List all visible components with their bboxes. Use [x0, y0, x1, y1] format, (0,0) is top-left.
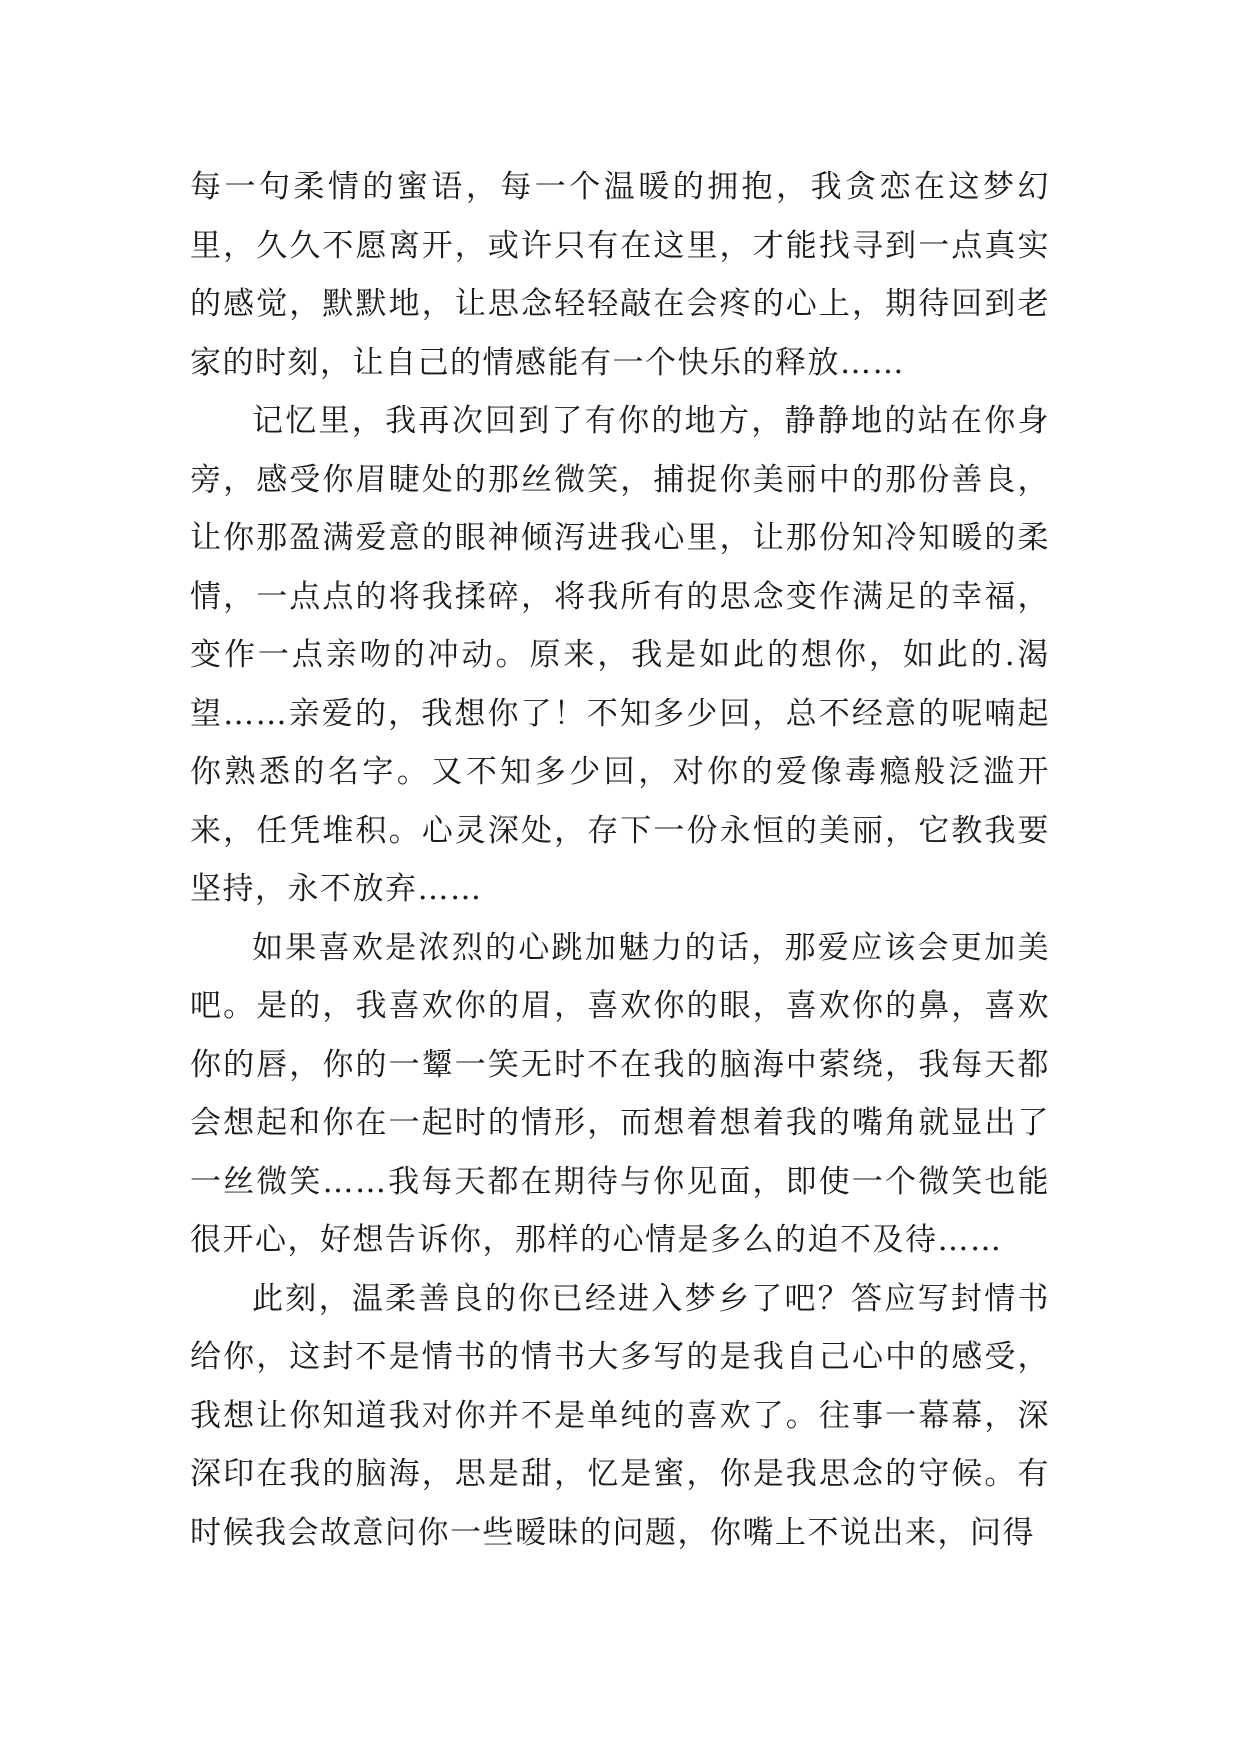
paragraph-2: 记忆里，我再次回到了有你的地方，静静地的站在你身旁，感受你眉睫处的那丝微笑，捕捉你美丽中的那份善良，让你那盈满爱意的眼神倾泻进我心里，让那份知冷知暖的柔情，一点点的将我揉碎，将我所有的思念变作满足的幸福，变作一点亲吻的冲动。原来，我是如此的想你，如此的.渴望……亲爱的，我想你了！不知多少回，总不经意的呢喃起你熟悉的名字。又不知多少回，对你的爱像毒瘾般泛滥开来，任凭堆积。心灵深处，存下一份永恒的美丽，它教我要坚持，永不放弃…… [190, 403, 1050, 907]
paragraph-3: 如果喜欢是浓烈的心跳加魅力的话，那爱应该会更加美吧。是的，我喜欢你的眉，喜欢你的眼，喜欢你的鼻，喜欢你的唇，你的一颦一笑无时不在我的脑海中萦绕，我每天都会想起和你在一起时的情形，而想着想着我的嘴角就显出了一丝微笑……我每天都在期待与你见面，即使一个微笑也能很开心，好想告诉你，那样的心情是多么的迫不及待…… [190, 929, 1050, 1258]
body-text [190, 158, 1050, 1562]
paragraph-1: 每一句柔情的蜜语，每一个温暖的拥抱，我贪恋在这梦幻里，久久不愿离开，或许只有在这里，才能找寻到一点真实的感觉，默默地，让思念轻轻敲在会疼的心上，期待回到老家的时刻，让自己的情感能有一个快乐的释放…… [190, 169, 1050, 381]
paragraph-4: 此刻，温柔善良的你已经进入梦乡了吧？答应写封情书给你，这封不是情书的情书大多写的是我自己心中的感受，我想让你知道我对你并不是单纯的喜欢了。往事一幕幕，深深印在我的脑海，思是甜，忆是蜜，你是我思念的守候。有时候我会故意问你一些暧昧的问题，你嘴上不说出来，问得 [190, 1280, 1050, 1551]
